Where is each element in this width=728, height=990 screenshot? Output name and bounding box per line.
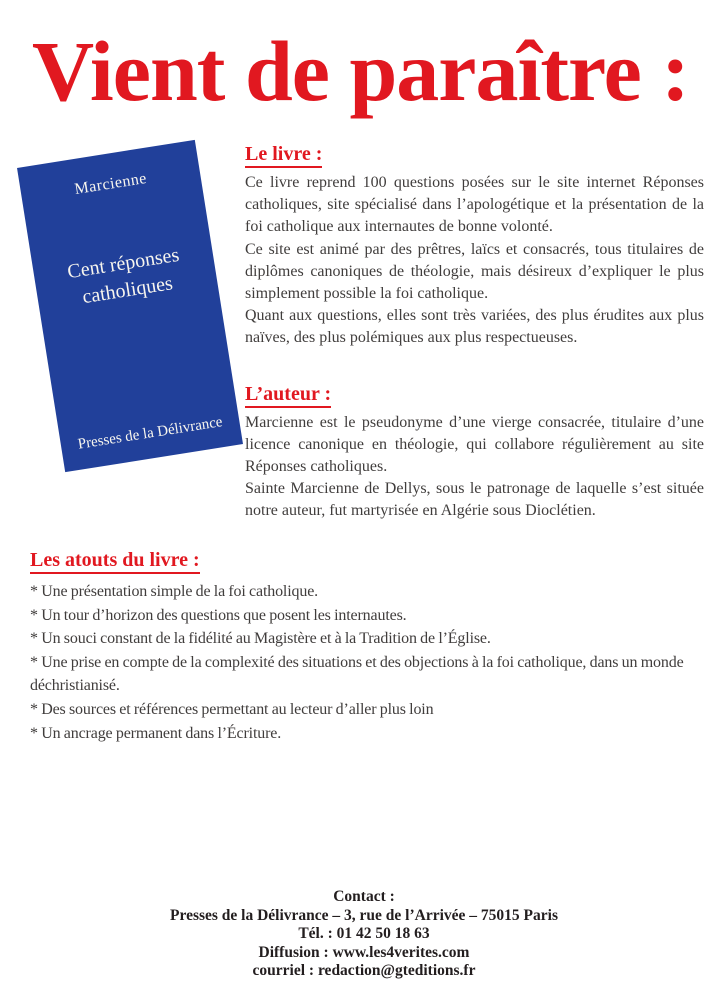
section-le-livre — [245, 143, 704, 350]
l-auteur-body — [245, 412, 704, 523]
section-atouts — [30, 549, 702, 745]
contact-phone: Tél. : 01 42 50 18 63 — [298, 925, 430, 943]
heading-atouts — [30, 549, 702, 574]
contact-email: courriel : redaction@gteditions.fr — [252, 962, 476, 980]
contact-block — [0, 888, 728, 981]
contact-address: Presses de la Délivrance – 3, rue de l’Arrivée – 75015 Paris — [170, 906, 558, 924]
book-cover-title: Cent réponses catholiques — [65, 243, 181, 309]
section-l-auteur — [245, 383, 704, 523]
atouts-list-item: * Un souci constant de la fidélité au Magistère et à la Tradition de l’Église. — [30, 630, 491, 648]
right-column — [245, 143, 704, 523]
heading-atouts-text: Les atouts du livre : — [30, 549, 200, 574]
heading-l-auteur — [245, 383, 704, 408]
book-cover-author: Marcienne — [73, 169, 149, 199]
l-auteur-paragraph: Marcienne est le pseudonyme d’une vierge consacrée, titulaire d’une licence canonique en théologie, qui collabore régulièrement au site Réponses catholiques. — [245, 413, 704, 476]
contact-diffusion: Diffusion : www.les4verites.com — [258, 943, 470, 961]
atouts-list-item: * Une prise en compte de la complexité des situations et des objections à la foi catholique, dans un monde déchristianisé. — [30, 653, 684, 695]
le-livre-paragraph: Quant aux questions, elles sont très variées, des plus érudites aux plus naïves, des plus polémiques aux plus respectueuses. — [245, 307, 704, 347]
le-livre-paragraph: Ce livre reprend 100 questions posées sur le site internet Réponses catholiques, site spécialisé dans l’apologétique et la présentation de la foi catholique aux internautes de bonne volonté. — [245, 174, 704, 236]
atouts-list — [30, 580, 702, 745]
l-auteur-paragraph: Sainte Marcienne de Dellys, sous le patronage de laquelle s’est située notre auteur, fut martyrisée en Algérie sous Dioclétien. — [245, 480, 704, 520]
heading-le-livre-text: Le livre : — [245, 143, 322, 168]
atouts-list-item: * Une présentation simple de la foi catholique. — [30, 583, 319, 600]
heading-l-auteur-text: L’auteur : — [245, 383, 331, 408]
atouts-list-item: * Un tour d’horizon des questions que posent les internautes. — [30, 606, 407, 624]
le-livre-paragraph: Ce site est animé par des prêtres, laïcs et consacrés, tous titulaires de diplômes canoniques de théologie, mais désireux d’expliquer le plus simplement possible la foi catholique. — [245, 240, 704, 303]
page-title: Vient de paraître : — [32, 23, 689, 119]
contact-heading: Contact : — [333, 888, 395, 905]
atouts-list-item: * Des sources et références permettant au lecteur d’aller plus loin — [30, 700, 434, 718]
atouts-list-item: * Un ancrage permanent dans l’Écriture. — [30, 724, 282, 742]
le-livre-body — [245, 172, 704, 350]
book-cover-publisher: Presses de la Délivrance — [76, 414, 224, 453]
heading-le-livre — [245, 143, 704, 168]
book-cover — [17, 140, 243, 472]
